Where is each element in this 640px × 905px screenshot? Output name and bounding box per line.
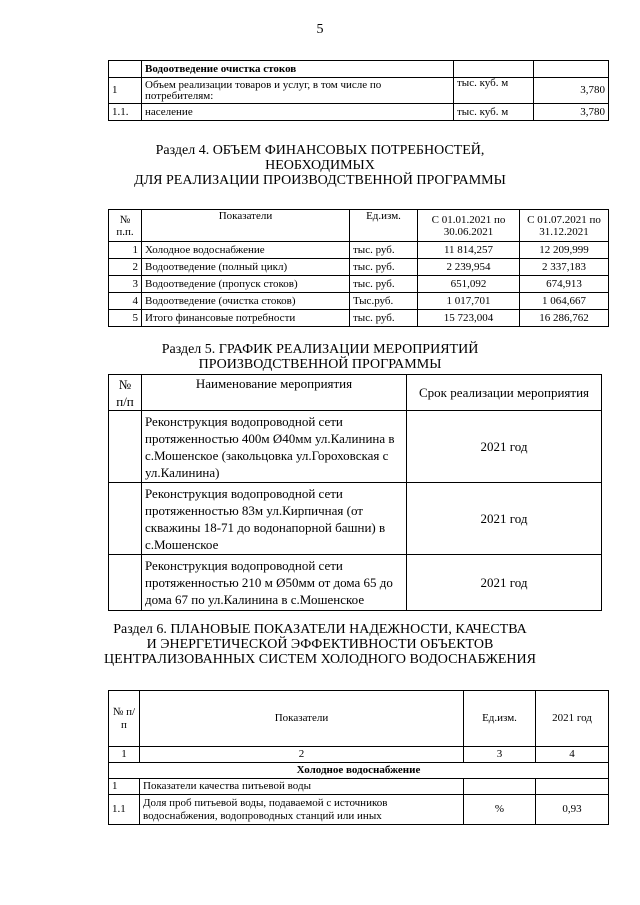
heading-line: ЦЕНТРАЛИЗОВАННЫХ СИСТЕМ ХОЛОДНОГО ВОДОСНАБЖЕНИЯ <box>104 652 536 667</box>
value-period-1: 15 723,004 <box>418 310 520 327</box>
row-number: 4 <box>109 293 142 310</box>
table-row <box>109 310 609 327</box>
table-row <box>109 276 609 293</box>
heading-line: Раздел 4. ОБЪЕМ ФИНАНСОВЫХ ПОТРЕБНОСТЕЙ, <box>155 143 485 158</box>
value-period-2: 2 337,183 <box>520 259 609 276</box>
measure-name: Реконструкция водопроводной сети протяженностью 83м ул.Кирпичная (от скважины 18-71 до водонапорной башни) в с.Мошенское <box>142 483 407 555</box>
table-row <box>109 78 609 104</box>
table-row <box>109 779 609 795</box>
indicator-name: Доля проб питьевой воды, подаваемой с источников водоснабжения, водопроводных станций или иных <box>140 795 464 825</box>
unit-cell: % <box>464 795 536 825</box>
row-number: 5 <box>109 310 142 327</box>
heading-line: НЕОБХОДИМЫХ <box>265 158 375 173</box>
row-number: 2 <box>109 259 142 276</box>
indicator-name: Водоотведение (пропуск стоков) <box>142 276 350 293</box>
row-number: 1 <box>109 242 142 259</box>
value-period-2: 1 064,667 <box>520 293 609 310</box>
column-number-row <box>109 747 609 763</box>
table-cell <box>534 61 609 78</box>
value-period-1: 1 017,701 <box>418 293 520 310</box>
unit-cell: тыс. куб. м <box>454 104 534 121</box>
indicator-name: Итого финансовые потребности <box>142 310 350 327</box>
unit-cell <box>464 779 536 795</box>
measure-name: Реконструкция водопроводной сети протяженностью 400м Ø40мм ул.Калинина в с.Мошенское (закольцовка ул.Гороховская с ул.Калинина) <box>142 411 407 483</box>
heading-line: Раздел 5. ГРАФИК РЕАЛИЗАЦИИ МЕРОПРИЯТИЙ <box>161 342 479 357</box>
header-year: 2021 год <box>536 691 609 747</box>
row-number: 1 <box>109 78 142 104</box>
section-6-heading <box>0 622 640 667</box>
heading-line: И ЭНЕРГЕТИЧЕСКОЙ ЭФФЕКТИВНОСТИ ОБЪЕКТОВ <box>146 637 494 652</box>
header-name: Наименование мероприятия <box>142 375 407 411</box>
table-row <box>109 411 602 483</box>
row-number <box>109 411 142 483</box>
row-number: 1.1. <box>109 104 142 121</box>
table-row <box>109 242 609 259</box>
measure-term: 2021 год <box>407 411 602 483</box>
value-cell: 0,93 <box>536 795 609 825</box>
financial-needs-table <box>108 209 609 327</box>
row-number: 1 <box>109 779 140 795</box>
value-period-2: 12 209,999 <box>520 242 609 259</box>
group-title: Холодное водоснабжение <box>109 763 609 779</box>
table-header-row <box>109 691 609 747</box>
column-number: 1 <box>109 747 140 763</box>
heading-line: ДЛЯ РЕАЛИЗАЦИИ ПРОИЗВОДСТВЕННОЙ ПРОГРАММЫ <box>134 173 506 188</box>
section-5-heading <box>0 342 640 372</box>
indicator-name: Холодное водоснабжение <box>142 242 350 259</box>
table-header-row <box>109 375 602 411</box>
page-number: 5 <box>316 22 324 37</box>
column-number: 3 <box>464 747 536 763</box>
indicator-name: Объем реализации товаров и услуг, в том числе по потребителям: <box>142 78 454 104</box>
header-period-2: С 01.07.2021 по 31.12.2021 <box>520 210 609 242</box>
value-period-1: 2 239,954 <box>418 259 520 276</box>
value-period-2: 674,913 <box>520 276 609 293</box>
sewage-treatment-volume-table <box>108 60 609 121</box>
unit-cell: тыс. руб. <box>350 310 418 327</box>
value-cell: 3,780 <box>534 104 609 121</box>
value-period-1: 651,092 <box>418 276 520 293</box>
table-row <box>109 61 609 78</box>
value-cell: 3,780 <box>534 78 609 104</box>
indicator-name: Водоотведение (очистка стоков) <box>142 293 350 310</box>
table-row <box>109 555 602 611</box>
header-num: № п/п <box>109 375 142 411</box>
header-period-1: С 01.01.2021 по 30.06.2021 <box>418 210 520 242</box>
indicator-name: население <box>142 104 454 121</box>
heading-line: Раздел 6. ПЛАНОВЫЕ ПОКАЗАТЕЛИ НАДЕЖНОСТИ, КАЧЕСТВА <box>113 622 527 637</box>
value-cell <box>536 779 609 795</box>
heading-line: ПРОИЗВОДСТВЕННОЙ ПРОГРАММЫ <box>198 357 442 372</box>
measures-schedule-table <box>108 374 602 611</box>
row-number: 1.1 <box>109 795 140 825</box>
group-title-row <box>109 763 609 779</box>
unit-cell: тыс. руб. <box>350 276 418 293</box>
section-title-cell: Водоотведение очистка стоков <box>142 61 454 78</box>
unit-cell: тыс. руб. <box>350 242 418 259</box>
table-row <box>109 293 609 310</box>
header-unit: Ед.изм. <box>464 691 536 747</box>
measure-name: Реконструкция водопроводной сети протяженностью 210 м Ø50мм от дома 65 до дома 67 по ул.Калинина в с.Мошенское <box>142 555 407 611</box>
header-term: Срок реализации мероприятия <box>407 375 602 411</box>
header-name: Показатели <box>142 210 350 242</box>
row-number: 3 <box>109 276 142 293</box>
section-4-heading <box>0 143 640 188</box>
unit-cell: тыс. куб. м <box>454 78 534 104</box>
column-number: 2 <box>140 747 464 763</box>
header-unit: Ед.изм. <box>350 210 418 242</box>
indicator-name: Показатели качества питьевой воды <box>140 779 464 795</box>
unit-cell: Тыс.руб. <box>350 293 418 310</box>
indicator-name: Водоотведение (полный цикл) <box>142 259 350 276</box>
header-num: № п.п. <box>109 210 142 242</box>
row-number <box>109 483 142 555</box>
row-number <box>109 555 142 611</box>
measure-term: 2021 год <box>407 483 602 555</box>
table-row <box>109 259 609 276</box>
header-num: № п/п <box>109 691 140 747</box>
table-row <box>109 104 609 121</box>
unit-cell: тыс. руб. <box>350 259 418 276</box>
value-period-1: 11 814,257 <box>418 242 520 259</box>
header-name: Показатели <box>140 691 464 747</box>
value-period-2: 16 286,762 <box>520 310 609 327</box>
table-header-row <box>109 210 609 242</box>
table-row <box>109 795 609 825</box>
measure-term: 2021 год <box>407 555 602 611</box>
water-supply-indicators-table <box>108 690 609 825</box>
table-row <box>109 483 602 555</box>
column-number: 4 <box>536 747 609 763</box>
table-cell <box>454 61 534 78</box>
table-cell <box>109 61 142 78</box>
